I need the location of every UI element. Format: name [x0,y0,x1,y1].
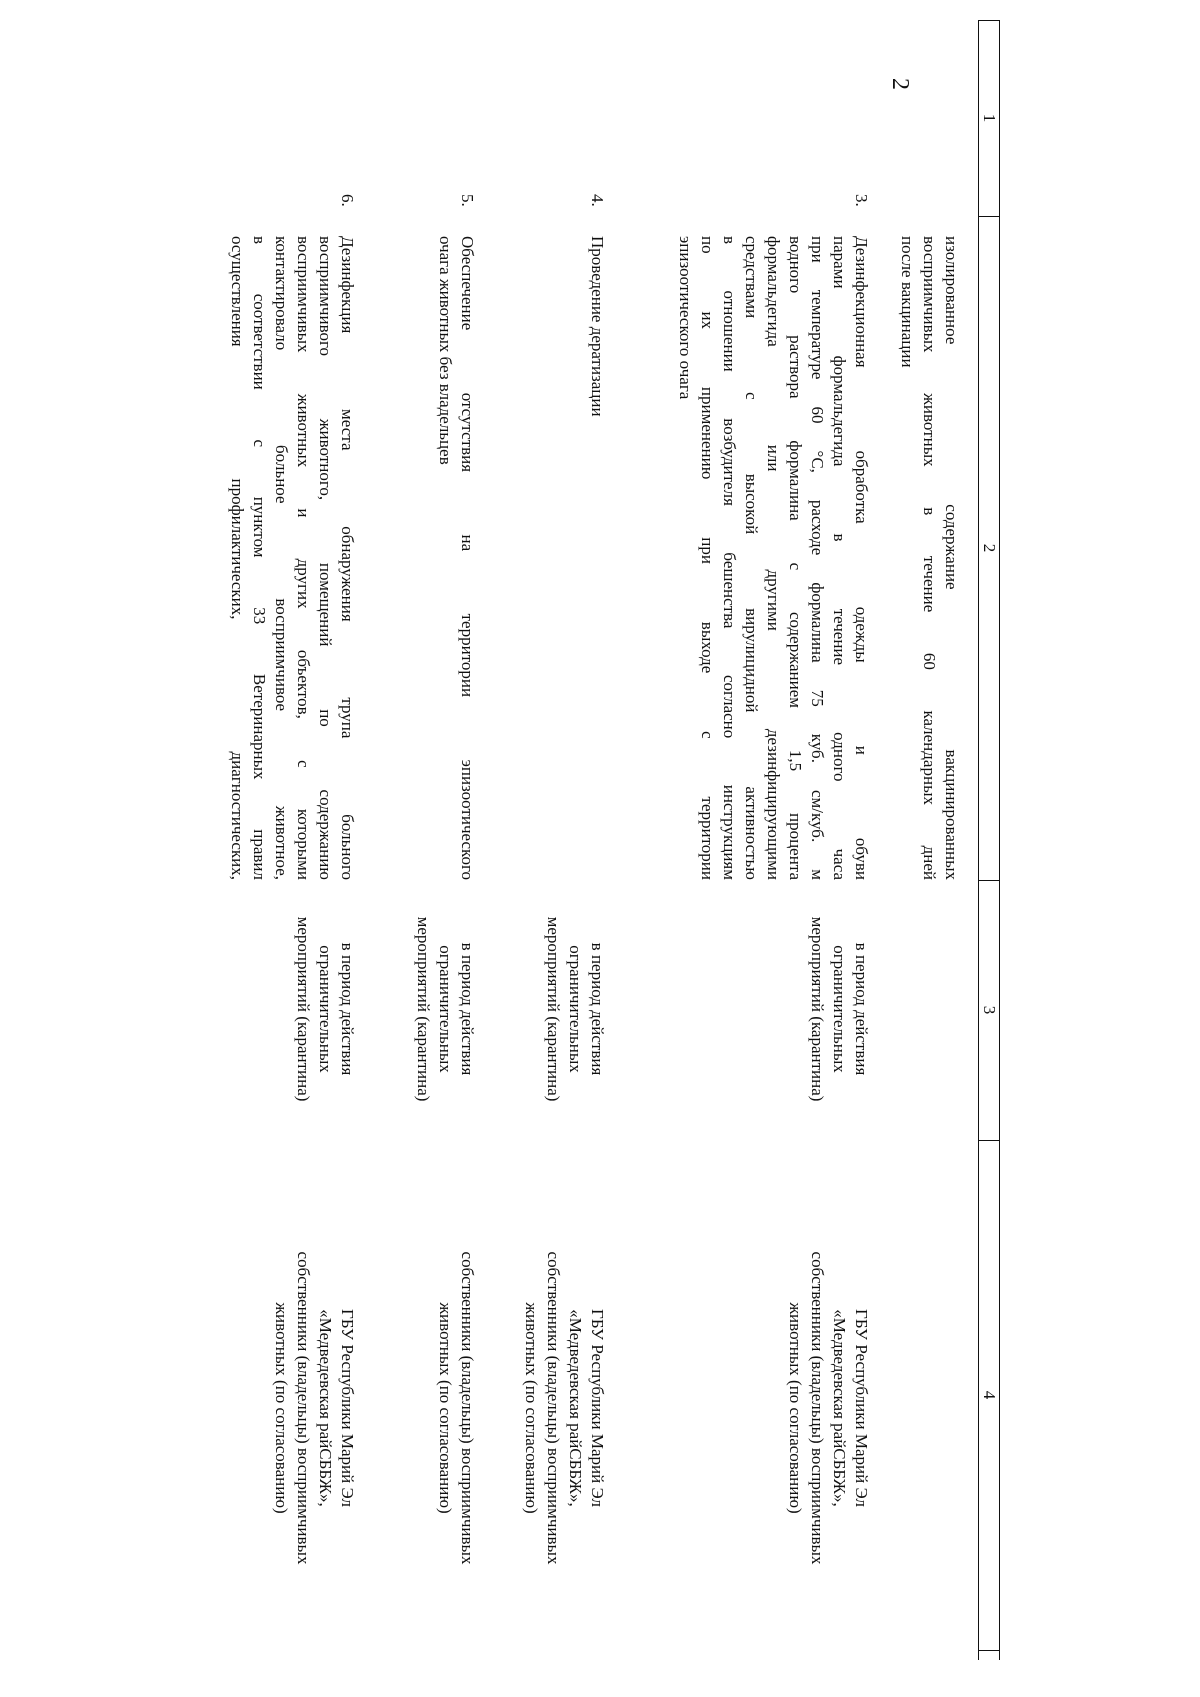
period-line: ограничительных [566,945,585,1073]
responsible-line: животных (по согласованию) [436,1302,455,1514]
responsible-cell [434,1170,478,1646]
description-cell [226,236,358,880]
period-line: мероприятий (карантина) [294,916,313,1102]
row-number: 3. [852,194,871,207]
header-col-1: 1 [980,113,999,123]
rotated-page-content [200,20,1000,1660]
description-line: водного раствора формалина с содержанием 1,5 процента [786,236,805,880]
responsible-line: ГБУ Республики Марий Эл [338,1309,357,1507]
description-line: восприимчивых животных и других объектов, с которыми [294,236,313,880]
description-cell [586,236,608,880]
description-line: парами формальдегида в течение одного часа [830,236,849,880]
period-line: в период действия [852,942,871,1076]
responsible-line: «Медведевская райСББЖ», [566,1309,585,1507]
description-line: Обеспечение отсутствия на территории эпизоотического [458,236,477,880]
description-line: Дезинфекция места обнаружения трупа больного [338,236,357,880]
period-cell [542,886,608,1132]
description-line: очага животных без владельцев [436,236,455,465]
period-cell [292,886,358,1132]
description-cell [674,236,872,880]
responsible-cell [270,1170,358,1646]
responsible-line: ГБУ Республики Марий Эл [588,1309,607,1507]
period-line: ограничительных [830,945,849,1073]
responsible-line: собственники (владельцы) восприимчивых [544,1251,563,1565]
description-line: в соответствии с пунктом 33 Ветеринарных правил [250,236,269,880]
period-line: мероприятий (карантина) [414,916,433,1102]
description-line: изолированное содержание вакцинированных [942,236,961,880]
period-line: в период действия [458,942,477,1076]
period-line: ограничительных [316,945,335,1073]
responsible-line: животных (по согласованию) [522,1302,541,1514]
responsible-cell [784,1170,872,1646]
description-line: при температуре 60 °С, расходе формалина 75 куб. см/куб. м [808,236,827,880]
description-line: средствами с высокой вирулицидной активностью [742,236,761,880]
row-number: 5. [458,194,477,207]
header-col-4: 4 [980,1390,999,1400]
responsible-line: животных (по согласованию) [786,1302,805,1514]
description-line: осуществления профилактических, диагностических, [228,236,247,880]
responsible-line: «Медведевская райСББЖ», [316,1309,335,1507]
responsible-line: собственники (владельцы) восприимчивых [808,1251,827,1565]
description-line: Проведение дератизации [588,236,607,417]
description-cell [434,236,478,880]
description-line: Дезинфекционная обработка одежды и обуви [852,236,871,880]
description-line: контактировало больное восприимчивое животное, [272,236,291,880]
row-number: 4. [588,194,607,207]
description-line: восприимчивого животного, помещений по содержанию [316,236,335,880]
responsible-cell [520,1170,608,1646]
page-number: 2 [887,78,913,90]
responsible-line: «Медведевская райСББЖ», [830,1309,849,1507]
description-line: в отношении возбудителя бешенства согласно инструкциям [720,236,739,880]
responsible-line: ГБУ Республики Марий Эл [852,1309,871,1507]
row-number: 6. [338,194,357,207]
header-col-2: 2 [980,543,999,553]
description-line: после вакцинации [898,236,917,368]
period-line: ограничительных [436,945,455,1073]
description-cell [896,236,962,880]
responsible-line: животных (по согласованию) [272,1302,291,1514]
description-line: формальдегида или другими дезинфицирующими [764,236,783,880]
description-line: эпизоотического очага [676,236,695,400]
period-cell [412,886,478,1132]
period-line: в период действия [338,942,357,1076]
period-line: мероприятий (карантина) [808,916,827,1102]
description-line: по их применению при выходе с территории [698,236,717,880]
period-cell [806,886,872,1132]
period-line: в период действия [588,942,607,1076]
header-col-3: 3 [980,1005,999,1015]
responsible-line: собственники (владельцы) восприимчивых [458,1251,477,1565]
description-line: восприимчивых животных в течение 60 календарных дней [920,236,939,880]
responsible-line: собственники (владельцы) восприимчивых [294,1251,313,1565]
period-line: мероприятий (карантина) [544,916,563,1102]
table-header-row [978,20,1000,1660]
